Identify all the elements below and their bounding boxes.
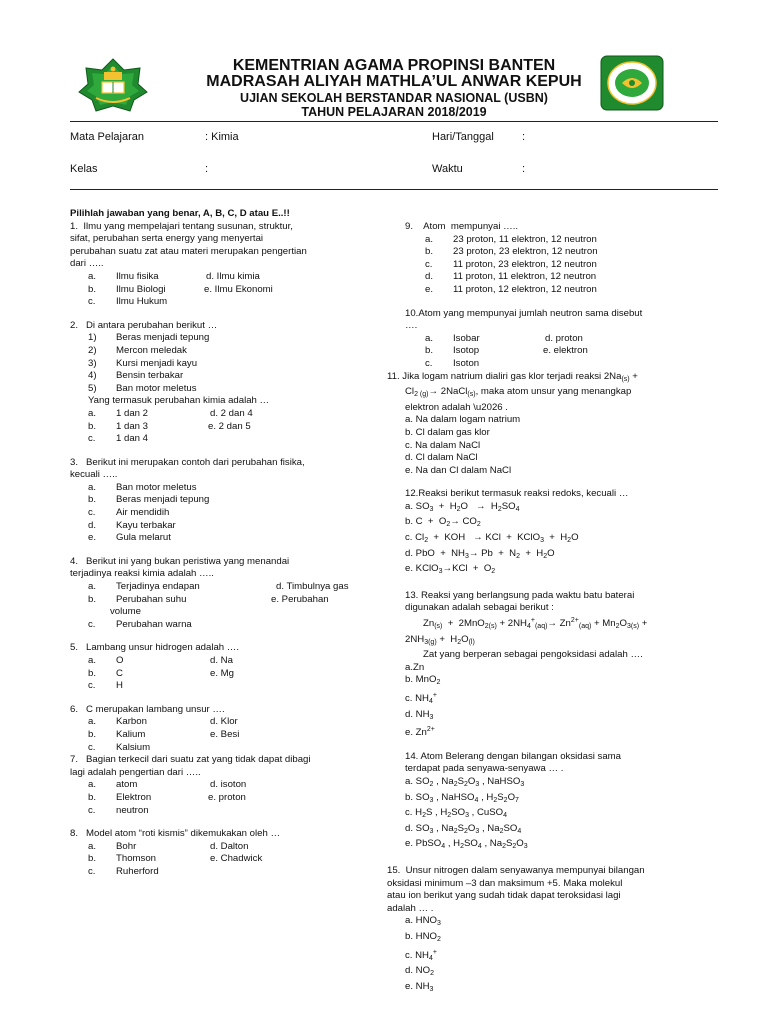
option-row: d. $SO_3$ , $Na_2S_2O_3$ , $Na_2SO_4$ — [405, 822, 522, 835]
question-text: 11. Jika logam natrium dialiri gas klor terjadi reaksi $2Na_{(s)}$ + $Cl_{2 (g)}\to$ 2NaCl$_{(s)}$, maka atom unsur yang menangkap elektron adalah \u2026 . — [387, 370, 638, 413]
option-row: e. $Zn^{2+}$ — [405, 726, 435, 739]
option-row: c. Perubahan warna — [88, 618, 192, 630]
option-row: b. Ilmu Biologi e. Ilmu Ekonomi — [88, 283, 273, 295]
option-row: c. $NH_4^+$ — [405, 692, 437, 705]
exam-name: UJIAN SEKOLAH BERSTANDAR NASIONAL (USBN) — [240, 91, 548, 105]
option-row: d. Cl dalam NaCl — [405, 452, 478, 464]
question-9 — [387, 221, 707, 297]
option-row: b. Isotop e. elektron — [425, 345, 588, 357]
date-label: Hari/Tanggal — [432, 131, 494, 143]
meta-divider — [70, 189, 718, 190]
option-row: a. O d. Na — [88, 655, 233, 666]
header-divider — [70, 121, 718, 122]
option-row: d. PbO + $NH_3\to Pb + N_2 + H_2O$ — [405, 547, 555, 560]
list-item: 4) Bensin terbakar — [88, 370, 184, 382]
option-row: c. 11 proton, 23 elektron, 12 neutron — [425, 258, 597, 270]
question-text: 7. Bagian terkecil dari suatu zat yang tidak dapat dibagi lagi adalah pengertian dari ….. — [70, 754, 311, 778]
option-row: a. Bohr d. Dalton — [88, 840, 249, 852]
option-row: c. Ilmu Hukum — [88, 296, 168, 308]
option-row: c. $NH_4^+$ — [405, 948, 437, 962]
left-column — [70, 208, 370, 879]
question-text: 3. Berikut ini merupakan contoh dari perubahan fisika, kecuali ….. — [70, 456, 305, 481]
option-row: d. Kayu terbakar — [88, 519, 176, 531]
option-row: a. 1 dan 2 d. 2 dan 4 — [88, 407, 253, 419]
option-row: c. Ruherford — [88, 865, 159, 877]
question-8 — [70, 828, 370, 878]
option-row: a. Karbon d. Klor — [88, 716, 238, 728]
question-7 — [70, 754, 370, 817]
class-label: Kelas — [70, 163, 98, 175]
option-row: c. Isoton — [425, 357, 480, 369]
subject-label: Mata Pelajaran — [70, 131, 144, 143]
option-row: e. PbSO$_4$ , $H_2SO_4$ , $Na_2S_2O_3$ — [405, 838, 528, 851]
question-3 — [70, 457, 370, 545]
option-row: c. 1 dan 4 — [88, 433, 149, 445]
question-tail: Yang termasuk perubahan kimia adalah … — [88, 395, 270, 407]
option-row: d. $NO_2$ — [405, 965, 434, 978]
reaction-equation: $Zn_{(s)} + 2MnO_{2(s)} + 2NH_4^+_{(aq)}\to Zn^{2+}_{(aq)} + Mn_2O_{3(s)}$ + — [423, 617, 648, 631]
time-value: : — [522, 163, 526, 175]
list-item: 2) Mercon meledak — [88, 344, 187, 356]
option-row: b. Beras menjadi tepung — [88, 494, 210, 506]
question-text: 5. Lambang unsur hidrogen adalah …. — [70, 642, 240, 654]
option-row: a. Isobar d. proton — [425, 332, 583, 344]
school-year: TAHUN PELAJARAN 2018/2019 — [301, 105, 487, 119]
list-item: 5) Ban motor meletus — [88, 382, 197, 394]
instruction: Pilihlah jawaban yang benar, A, B, C, D atau E..!! — [70, 208, 290, 219]
option-row: c. Air mendidih — [88, 507, 170, 519]
option-row: b. Thomson e. Chadwick — [88, 853, 263, 865]
question-text: 9. Atom mempunyai ….. — [405, 221, 519, 232]
option-row: c. Na dalam NaCl — [405, 439, 481, 451]
option-row: b. 23 proton, 23 elektron, 12 neutron — [425, 246, 598, 258]
question-text: 12.Reaksi berikut termasuk reaksi redoks, kecuali … — [405, 488, 629, 500]
question-text: 14. Atom Belerang dengan bilangan oksidasi sama terdapat pada senyawa-senyawa … . — [405, 750, 622, 775]
question-1 — [70, 221, 370, 309]
option-row: c. neutron — [88, 804, 149, 816]
option-row: b. 1 dan 3 e. 2 dan 5 — [88, 420, 251, 432]
option-row: b. Kalium e. Besi — [88, 728, 240, 740]
option-row: a. atom d. isoton — [88, 779, 247, 791]
question-5 — [70, 642, 370, 692]
option-row: b. $SO_3$ , NaHSO$_4$ , $H_2S_2O_7$ — [405, 791, 519, 804]
option-row: d. $NH_3$ — [405, 708, 434, 721]
question-text: 8. Model atom “roti kismis” dikemukakan oleh … — [70, 828, 281, 840]
option-row: a.Zn — [405, 661, 425, 673]
option-row: b. $HNO_2$ — [405, 930, 441, 943]
class-value: : — [205, 163, 209, 175]
question-text: 1. Ilmu yang mempelajari tentang susunan, struktur, sifat, perubahan serta energy yang menyertai perubahan suatu zat atau materi merupakan pengertian dari ….. — [70, 220, 307, 270]
option-row: c. H — [88, 680, 123, 692]
question-6 — [70, 704, 370, 754]
option-row: b. $C + O_2\to CO_2$ — [405, 516, 481, 529]
question-text: 15. Unsur nitrogen dalam senyawanya mempunyai bilangan oksidasi minimum –3 dan maksimum +5. Maka molekul atau ion berikut yang sudah tidak dapat teroksidasi lagi adalah … . — [387, 864, 645, 914]
question-14 — [387, 751, 707, 854]
question-text: 6. C merupakan lambang unsur …. — [70, 703, 225, 715]
question-text: 13. Reaksi yang berlangsung pada waktu batu baterai digunakan adalah sebagai berikut : — [405, 589, 635, 614]
question-text: 2. Di antara perubahan berikut … — [70, 319, 218, 331]
option-row: a. $HNO_3$ — [405, 915, 441, 928]
option-row: a. $SO_2$ , $Na_2S_2O_3$ , NaHSO$_3$ — [405, 775, 525, 788]
time-label: Waktu — [432, 163, 463, 175]
option-row: e. Gula melarut — [88, 532, 171, 544]
option-row: a. Na dalam logam natrium — [405, 414, 521, 426]
option-row: b. Perubahan suhu e. Perubahan — [88, 593, 329, 605]
ministry-title: KEMENTRIAN AGAMA PROPINSI BANTEN — [232, 57, 556, 74]
option-row: c. $Cl_2$ + KOH → KCl + KClO$_3$ + $H_2O$ — [405, 532, 579, 545]
option-row: a. Terjadinya endapan d. Timbulnya gas — [88, 581, 349, 593]
question-4 — [70, 556, 370, 632]
option-row: e. 11 proton, 12 elektron, 12 neutron — [425, 283, 597, 295]
option-row: a. 23 proton, 11 elektron, 12 neutron — [425, 233, 597, 245]
question-text: 10.Atom yang mempunyai jumlah neutron sama disebut …. — [405, 307, 643, 332]
question-10 — [387, 308, 707, 371]
option-row: e. KClO$_3$→KCl + $O_2$ — [405, 563, 496, 576]
subject-value: : Kimia — [205, 131, 239, 143]
option-row: b. Elektron e. proton — [88, 791, 246, 803]
question-2 — [70, 320, 370, 446]
question-15 — [387, 865, 707, 996]
reaction-equation: $2NH_{3(g)} + H_2O_{(l)}$ — [405, 633, 475, 646]
right-column — [387, 221, 707, 996]
option-row: d. 11 proton, 11 elektron, 12 neutron — [425, 271, 597, 283]
option-row: e. $NH_3$ — [405, 980, 434, 993]
option-row: volume — [110, 606, 141, 618]
question-text: 4. Berikut ini yang bukan peristiwa yang menandai terjadinya reaksi kimia adalah ….. — [70, 555, 290, 580]
question-11 — [387, 371, 707, 478]
list-item: 1) Beras menjadi tepung — [88, 332, 210, 344]
date-value: : — [522, 131, 526, 143]
option-row: a. Ilmu fisika d. Ilmu kimia — [88, 270, 260, 282]
option-row: e. Na dan Cl dalam NaCl — [405, 464, 512, 476]
school-name: MADRASAH ALIYAH MATHLA’UL ANWAR KEPUH — [206, 73, 582, 90]
question-13 — [387, 590, 707, 740]
question-tail: Zat yang berperan sebagai pengoksidasi adalah …. — [423, 649, 643, 661]
option-row: a. $SO_3 + H_2O \to H_2SO_4$ — [405, 500, 520, 513]
question-12 — [387, 488, 707, 579]
option-row: b. MnO$_2$ — [405, 674, 441, 687]
list-item: 3) Kursi menjadi kayu — [88, 357, 198, 369]
option-row: c. Kalsium — [88, 741, 151, 753]
option-row: b. Cl dalam gas klor — [405, 426, 490, 438]
option-row: a. Ban motor meletus — [88, 481, 197, 493]
option-row: c. $H_2S$ , $H_2SO_3$ , CuSO$_4$ — [405, 807, 508, 820]
option-row: b. C e. Mg — [88, 667, 234, 679]
